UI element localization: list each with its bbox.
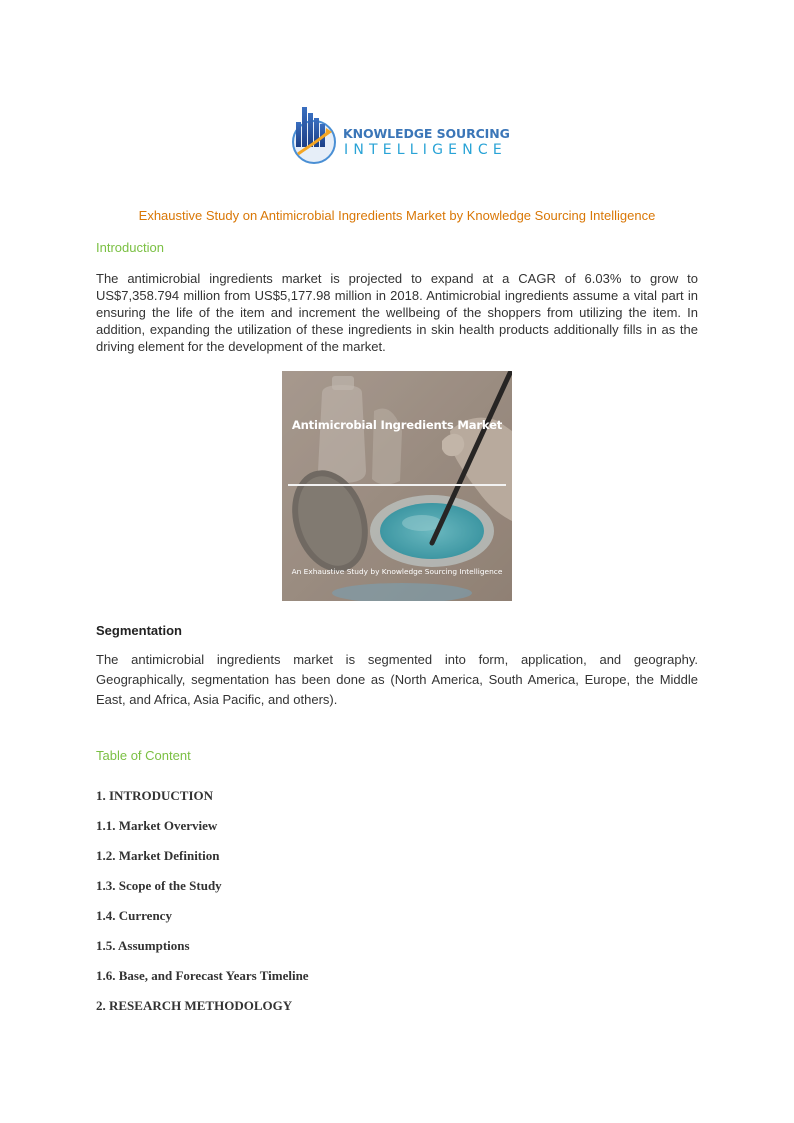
- toc-item: 1.2. Market Definition: [96, 848, 220, 863]
- market-banner-image: [282, 371, 512, 601]
- toc-item: 1. INTRODUCTION: [96, 788, 214, 803]
- toc-heading: Table of Content: [96, 748, 191, 763]
- introduction-paragraph: The antimicrobial ingredients market is projected to expand at a CAGR of 6.03% to grow to US$7,358.794 million from US$5,177.98 million in 2018. Antimicrobial ingredients assume a vital part in ensuring the life of the item and increment the wellbeing of the shoppers from utilizing the item. In addition, expanding the utilization of these ingredients in skin health products additionally fills in as the driving element for the development of the market.: [96, 271, 698, 354]
- toc-item: 1.1. Market Overview: [96, 818, 218, 833]
- toc-item: 1.4. Currency: [96, 908, 172, 923]
- toc-item: 1.5. Assumptions: [96, 938, 190, 953]
- introduction-heading: Introduction: [96, 240, 164, 255]
- banner-title: Antimicrobial Ingredients Market: [291, 418, 503, 432]
- document-title: Exhaustive Study on Antimicrobial Ingredients Market by Knowledge Sourcing Intelligence: [138, 208, 656, 223]
- toc-item: 2. RESEARCH METHODOLOGY: [96, 998, 293, 1013]
- logo-text-secondary: INTELLIGENCE: [344, 142, 507, 158]
- toc-item: 1.6. Base, and Forecast Years Timeline: [96, 968, 309, 983]
- segmentation-paragraph: The antimicrobial ingredients market is segmented into form, application, and geography. Geographically, segmentation has been done as (North America, South America, Europe, the Middle East, and Africa, Asia Pacific, and others).: [96, 652, 698, 707]
- toc-item: 1.3. Scope of the Study: [96, 878, 222, 893]
- banner-subtitle: An Exhaustive Study by Knowledge Sourcing Intelligence: [291, 567, 503, 576]
- logo-text-primary: KNOWLEDGE SOURCING: [343, 126, 510, 141]
- banner-divider: [288, 484, 506, 486]
- segmentation-heading: Segmentation: [96, 623, 182, 638]
- company-logo: [290, 104, 510, 166]
- logo-mark-icon: [290, 104, 340, 166]
